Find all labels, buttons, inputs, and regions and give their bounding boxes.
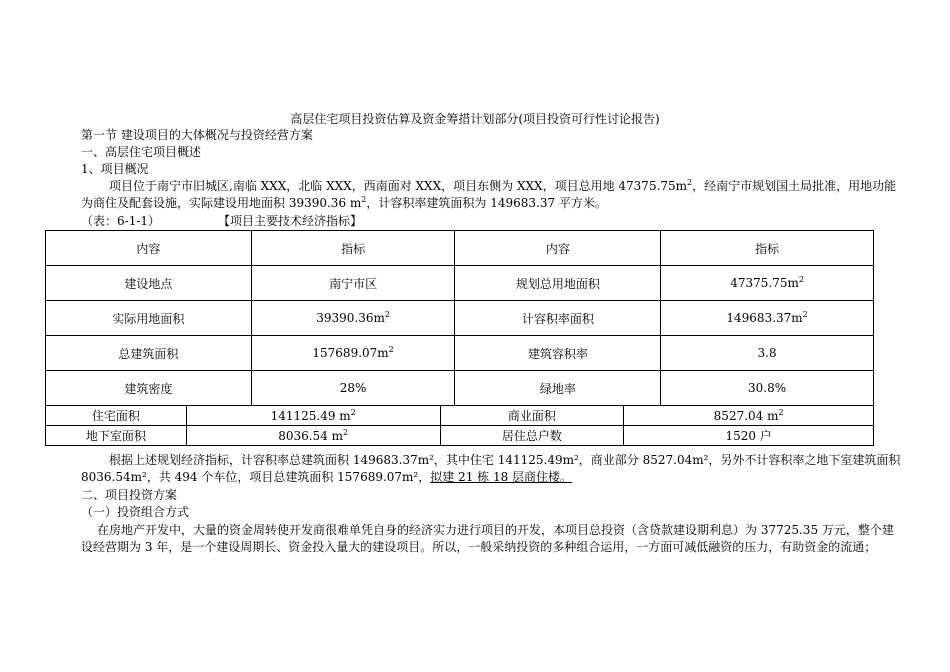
- table-header-row: [46, 231, 874, 266]
- table-row: [46, 426, 874, 446]
- table-cell: 地下室面积: [46, 426, 187, 446]
- table-cell: 建设地点: [46, 266, 252, 301]
- paragraph-3-line-1: 在房地产开发中，大量的资金周转使开发商很难单凭自身的经济实力进行项目的开发，本项目总投资（含贷款建设期利息）为 37725.35 万元，整个建: [97, 523, 894, 537]
- table-row: [46, 266, 874, 301]
- table-header-cell: 内容: [46, 231, 252, 266]
- paragraph-3-line-2: 设经营期为 3 年，是一个建设周期长、资金投入量大的建设项目。所以，一般采纳投资的多种组合运用，一方面可减低融资的压力，有助资金的流通；: [81, 540, 877, 554]
- table-caption: 【项目主要技术经济指标】: [218, 214, 363, 228]
- table-cell: 3.8: [661, 336, 874, 371]
- table-cell: 南宁市区: [251, 266, 455, 301]
- table-cell: 8527.04 $m^2$: [624, 406, 874, 426]
- table-cell: $47375.75m^2$: [661, 266, 874, 301]
- section-heading: 第一节 建设项目的大体概况与投资经营方案: [81, 128, 313, 142]
- table-header-cell: 指标: [661, 231, 874, 266]
- table-cell: 1520 户: [624, 426, 874, 446]
- heading-investment-plan: 二、项目投资方案: [81, 488, 178, 502]
- paragraph-1-line-2: 为商住及配套设施，实际建设用地面积 39390.36 $m^2$，计容积率建筑面积为 149683.37 平方米。: [81, 195, 607, 210]
- table-cell: 居住总户数: [440, 426, 624, 446]
- table-cell: $157689.07m^2$: [251, 336, 455, 371]
- paragraph-2-line-2: 8036.54m²，共 494 个车位，项目总建筑面积 157689.07m²，拟建 21 栋 18 层商住楼。: [81, 470, 573, 484]
- table-cell: 商业面积: [440, 406, 624, 426]
- area-table: [45, 405, 874, 446]
- table-cell: 建筑密度: [46, 371, 252, 406]
- table-row: [46, 336, 874, 371]
- table-header-cell: 指标: [251, 231, 455, 266]
- table-cell: 8036.54 $m^2$: [186, 426, 440, 446]
- table-row: [46, 406, 874, 426]
- table-cell: 绿地率: [455, 371, 661, 406]
- table-row: [46, 371, 874, 406]
- document-title: 高层住宅项目投资估算及资金筹措计划部分(项目投资可行性讨论报告): [290, 112, 660, 126]
- table-cell: 计容积率面积: [455, 301, 661, 336]
- table-cell: 实际用地面积: [46, 301, 252, 336]
- table-cell: 规划总用地面积: [455, 266, 661, 301]
- heading-investment-mode: （一）投资组合方式: [81, 505, 190, 519]
- table-header-cell: 内容: [455, 231, 661, 266]
- table-cell: 28%: [251, 371, 455, 406]
- paragraph-1-line-1: 项目位于南宁市旧城区,南临 XXX，北临 XXX，西南面对 XXX，项目东侧为 XXX，项目总用地 $47375.75m^2$，经南宁市规划国土局批准，用地功能: [109, 178, 897, 193]
- table-cell: 30.8%: [661, 371, 874, 406]
- table-cell: 总建筑面积: [46, 336, 252, 371]
- table-label: （表：6-1-1）: [81, 214, 161, 228]
- table-row: [46, 301, 874, 336]
- table-cell: 住宅面积: [46, 406, 187, 426]
- table-cell: $149683.37m^2$: [661, 301, 874, 336]
- table-cell: 建筑容积率: [455, 336, 661, 371]
- table-cell: 141125.49 $m^2$: [186, 406, 440, 426]
- table-cell: $39390.36m^2$: [251, 301, 455, 336]
- heading-overview: 一、高层住宅项目概述: [81, 145, 202, 159]
- paragraph-2-line-1: 根据上述规划经济指标，计容积率总建筑面积 149683.37m²，其中住宅 141125.49m²，商业部分 8527.04m²，另外不计容积率之地下室建筑面积: [109, 453, 901, 467]
- indicator-table: [45, 230, 874, 406]
- underlined-phrase: 拟建 21 栋 18 层商住楼。: [430, 470, 573, 484]
- heading-project-summary: 1、项目概况: [81, 162, 149, 176]
